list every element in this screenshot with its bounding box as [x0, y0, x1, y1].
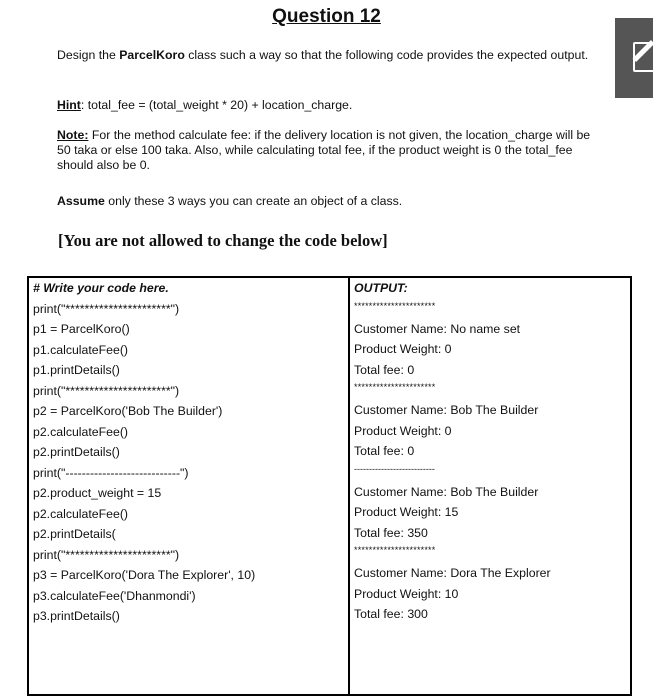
code-line: p1 = ParcelKoro(): [33, 322, 130, 336]
output-separator-stars: **********************: [354, 545, 436, 555]
code-line: p1.calculateFee(): [33, 342, 129, 357]
code-line: p1.printDetails(): [33, 363, 120, 377]
code-column: [33, 278, 345, 627]
hint-text: : total_fee = (total_weight * 20) + location_charge.: [80, 98, 353, 112]
code-line: print("----------------------------"): [33, 465, 189, 480]
code-output-table: [27, 276, 632, 696]
code-line: p2.calculateFee(): [33, 506, 129, 521]
code-line: p2.printDetails(: [33, 527, 116, 541]
code-lines: [33, 299, 345, 627]
hint-label: Hint: [57, 98, 81, 112]
edit-button[interactable]: [615, 18, 653, 98]
code-line: p2.printDetails(): [33, 445, 120, 459]
output-line: Total fee: 0: [354, 362, 415, 377]
output-line: Customer Name: Bob The Builder: [354, 484, 539, 499]
hint-paragraph: [57, 98, 602, 113]
column-divider: [348, 278, 350, 694]
output-line: Product Weight: 15: [354, 505, 459, 519]
output-header: OUTPUT:: [354, 281, 408, 295]
intro-paragraph: Design the ParcelKoro class such a way so that the following code provides the expected output.: [57, 48, 589, 62]
output-line: Total fee: 0: [354, 444, 415, 458]
assume-paragraph: [57, 194, 602, 209]
output-line: Customer Name: Dora The Explorer: [354, 566, 551, 580]
assume-text: only these 3 ways you can create an object of a class.: [104, 194, 403, 208]
output-line: Product Weight: 10: [354, 586, 459, 601]
output-line: Total fee: 300: [354, 607, 428, 621]
restriction-note: [You are not allowed to change the code below]: [58, 231, 388, 250]
code-line: print("**********************"): [33, 301, 180, 316]
output-lines: [354, 299, 632, 625]
output-line: Customer Name: Bob The Builder: [354, 403, 539, 417]
code-line: print("**********************"): [33, 383, 180, 398]
class-name: ParcelKoro: [119, 48, 185, 62]
output-separator-dashes: ---------------------------: [354, 463, 435, 474]
code-line: p3.printDetails(): [33, 609, 120, 623]
output-line: Product Weight: 0: [354, 342, 452, 356]
output-line: Product Weight: 0: [354, 423, 452, 438]
code-header: # Write your code here.: [33, 281, 169, 295]
code-line: p2.product_weight = 15: [33, 486, 162, 500]
code-line: p3 = ParcelKoro('Dora The Explorer', 10): [33, 568, 256, 582]
code-line: p2 = ParcelKoro('Bob The Builder'): [33, 404, 223, 418]
output-separator-stars: **********************: [354, 382, 436, 392]
output-line: Total fee: 350: [354, 525, 428, 540]
output-line: Customer Name: No name set: [354, 321, 521, 336]
note-label: Note:: [57, 128, 89, 142]
output-separator-stars: **********************: [354, 300, 436, 311]
assume-label: Assume: [57, 194, 105, 208]
code-line: p3.calculateFee('Dhanmondi'): [33, 588, 196, 603]
code-line: p2.calculateFee(): [33, 424, 129, 439]
output-column: [354, 278, 632, 625]
note-paragraph: [57, 128, 602, 173]
page-title: Question 12: [272, 6, 381, 27]
code-line: print("**********************"): [33, 547, 180, 562]
note-text: For the method calculate fee: if the delivery location is not given, the location_charge will be 50 taka or else 100 taka. Also, while calculating total fee, if the product weight is 0 the total_fee should also be 0.: [57, 128, 591, 172]
